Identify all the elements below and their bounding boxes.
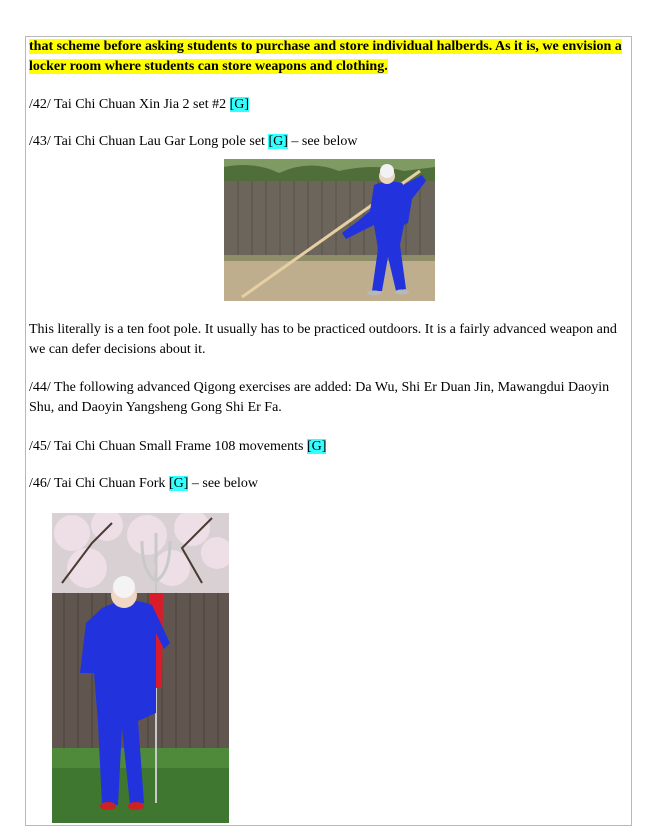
item-46-suffix: – see below [188,476,258,491]
fork-photo-svg [52,513,229,823]
item-42-tag: [G] [229,97,250,112]
intro-highlight-paragraph [29,37,629,77]
intro-highlight-text: that scheme before asking students to purchase and store individual halberds. As it is, we envision a locker room where students can store weapons and clothing. [29,39,622,74]
item-42-text: /42/ Tai Chi Chuan Xin Jia 2 set #2 [29,97,230,112]
item-45-text: /45/ Tai Chi Chuan Small Frame 108 movements [29,439,307,454]
pole-note: This literally is a ten foot pole. It usually has to be practiced outdoors. It is a fairly advanced weapon and we can defer decisions about it. [29,322,617,357]
item-46 [29,474,629,494]
item-45 [29,437,629,457]
long-pole-photo-svg [224,159,435,301]
item-43 [29,132,629,152]
long-pole-photo [224,159,435,301]
document-page [25,36,632,826]
item-43-tag: [G] [268,134,288,149]
item-45-tag: [G] [306,439,327,454]
item-46-tag: [G] [168,476,189,491]
fork-photo [52,513,229,823]
item-46-text: /46/ Tai Chi Chuan Fork [29,476,169,491]
item-43-text: /43/ Tai Chi Chuan Lau Gar Long pole set [29,134,269,149]
item-43-suffix: – see below [287,134,358,149]
item-42 [29,95,629,115]
item-44: /44/ The following advanced Qigong exercises are added: Da Wu, Shi Er Duan Jin, Mawangdui Daoyin Shu, and Daoyin Yangsheng Gong Shi Er Fa. [29,380,610,415]
